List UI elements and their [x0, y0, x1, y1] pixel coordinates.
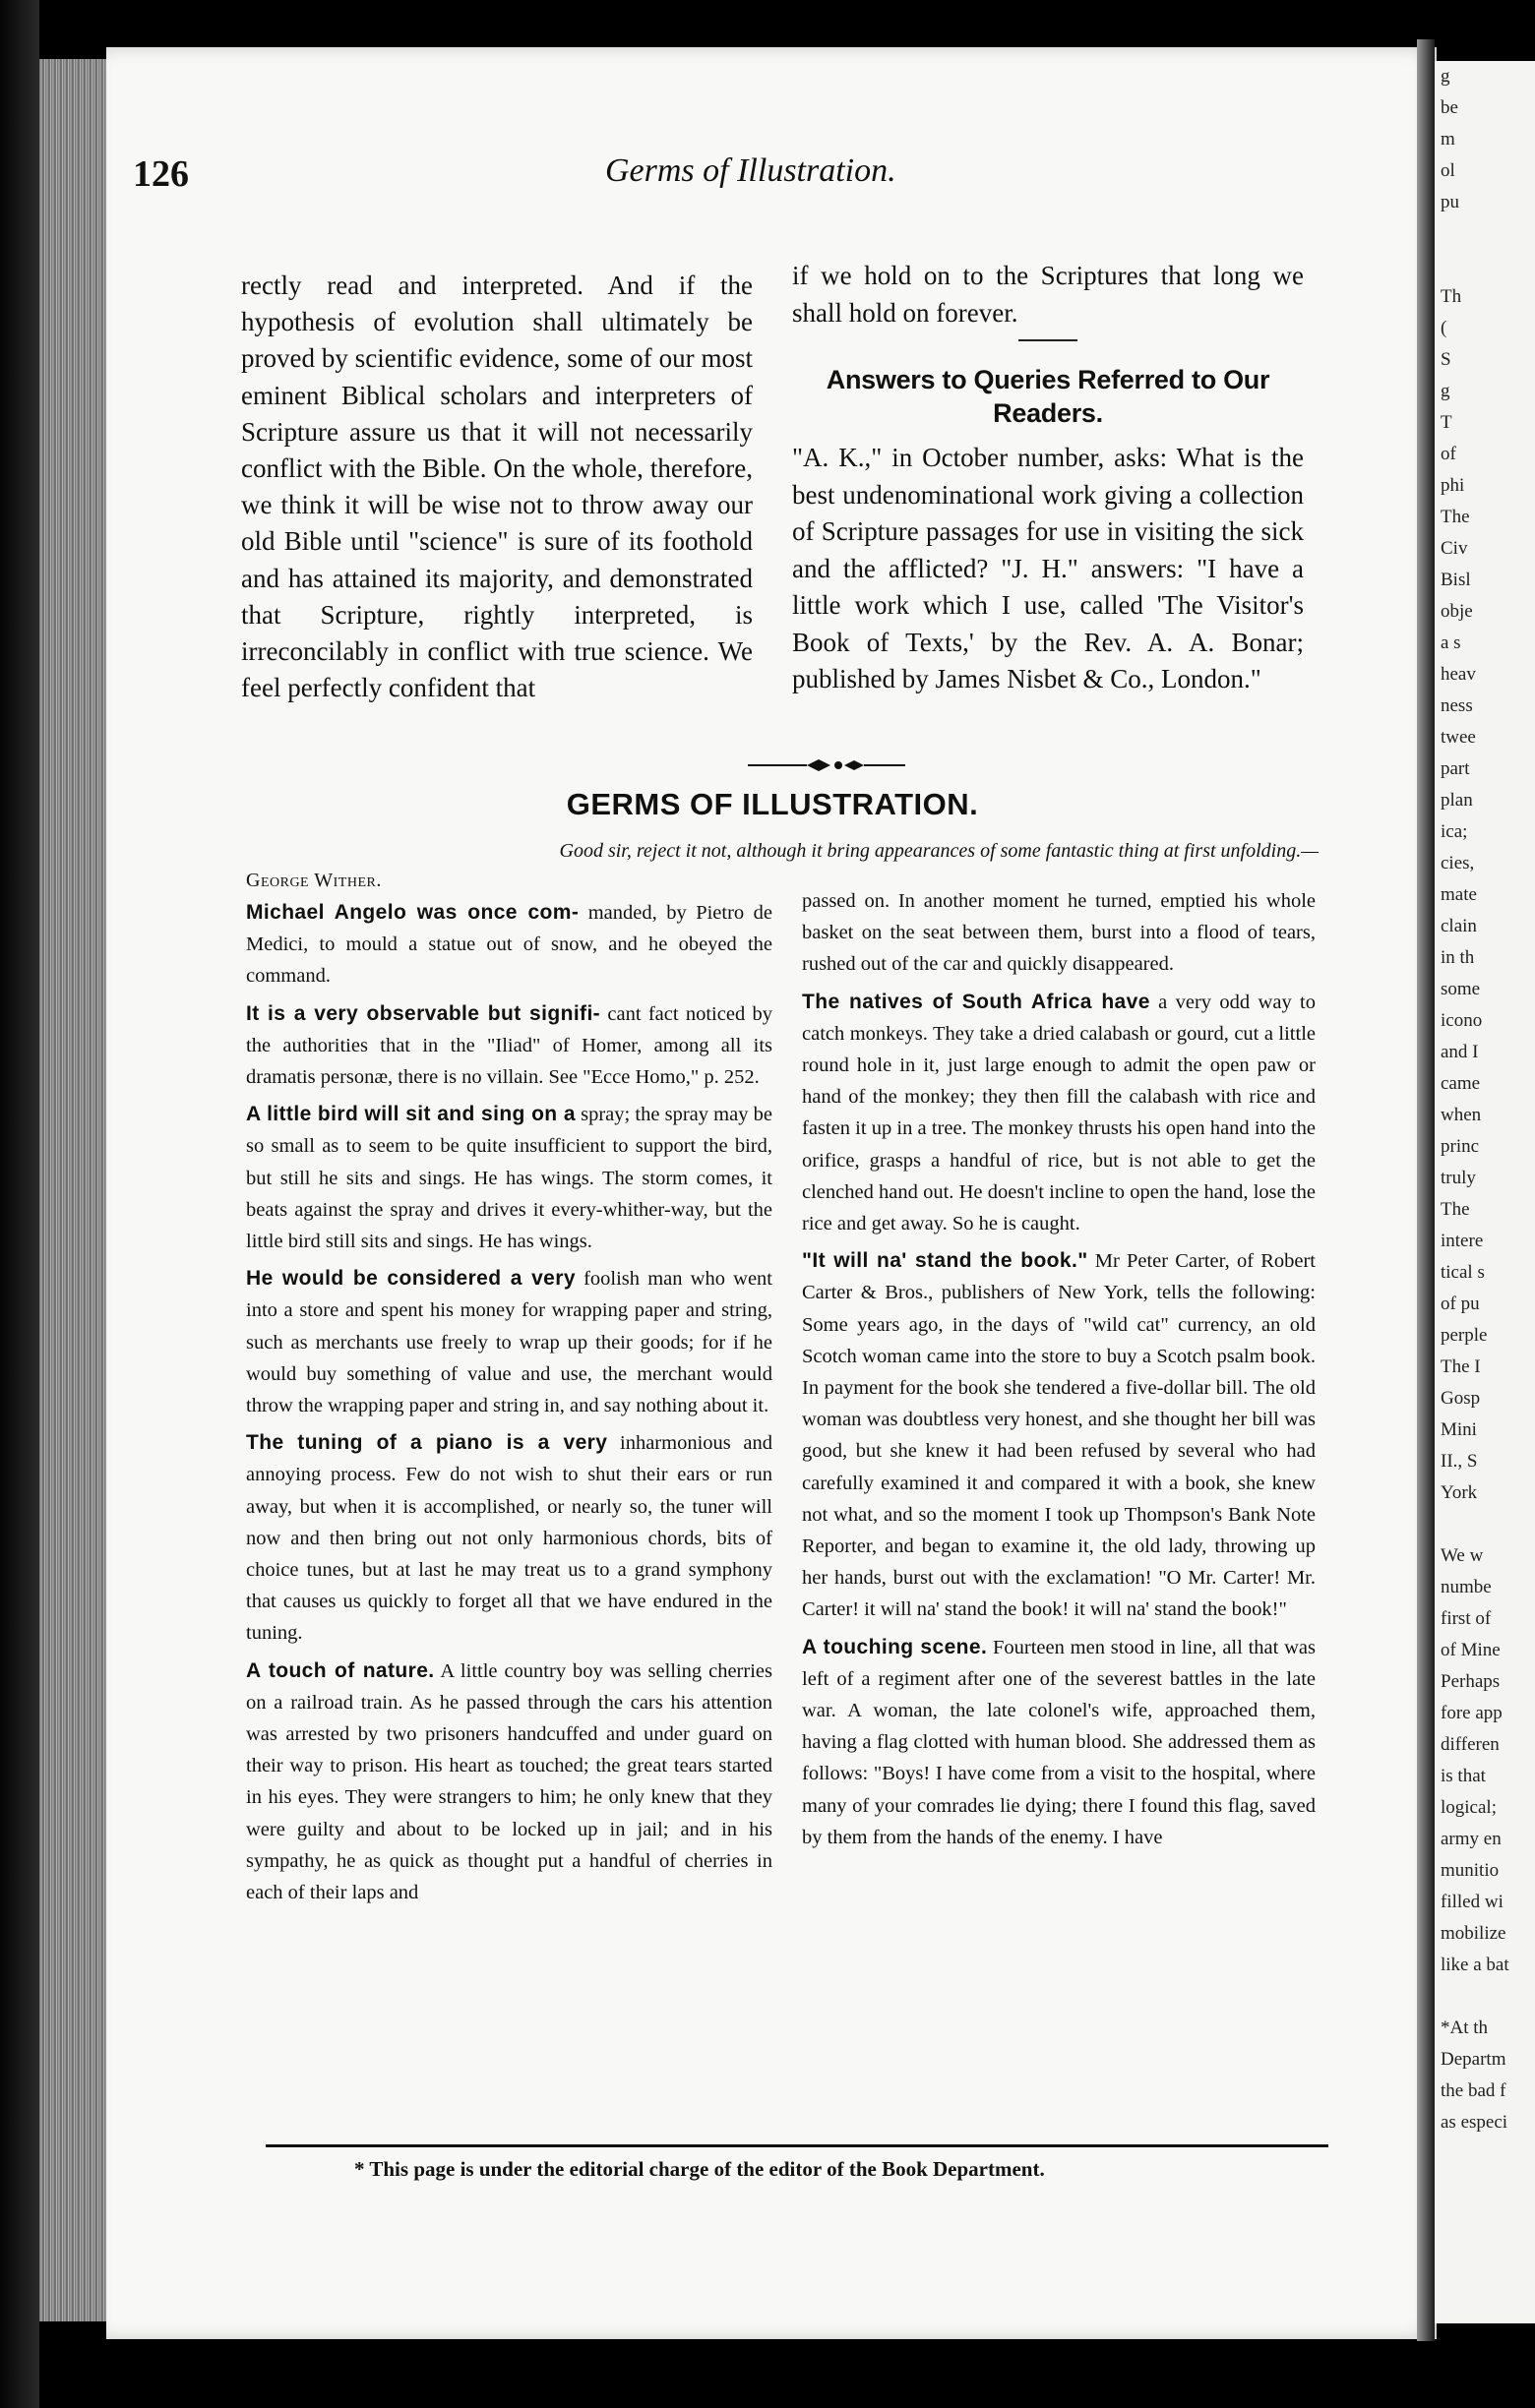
facing-page-line: came: [1441, 1073, 1481, 1094]
facing-page-line: some: [1441, 979, 1481, 999]
ornament-divider: [708, 755, 945, 775]
facing-page-line: cies,: [1441, 853, 1475, 873]
facing-page-line: The: [1441, 507, 1470, 527]
facing-page-line: truly: [1441, 1168, 1476, 1188]
illustration-entry: [246, 1099, 772, 1257]
entry-lead: It is a very observable but signifi-: [246, 1001, 601, 1025]
facing-page-line: perple: [1441, 1325, 1488, 1346]
entry-lead: "It will na' stand the book.": [802, 1249, 1088, 1273]
facing-page-line: g: [1441, 381, 1450, 401]
entry-text: manded, by Pietro de Medici, to mould a statue out of snow, and he obeyed the command.: [246, 902, 773, 988]
facing-page-line: princ: [1441, 1136, 1480, 1157]
entry-lead: A little bird will sit and sing on a: [246, 1103, 576, 1126]
answers-text: "A. K.," in October number, asks: What is the best undenominational work giving a collection of Scripture passages for use in visiting the sick and the afflicted? "J. H." answers: "I have a little work which I use, called 'The Visitor's Book of Texts,' by the Rev. A. A. Bonar; published by James Nisbet & Co., London.": [792, 443, 1304, 693]
facing-page-line: obje: [1441, 601, 1473, 622]
entry-lead: The natives of South Africa have: [802, 990, 1150, 1013]
entry-text: a very odd way to catch monkeys. They take a dried calabash or gourd, cut a little round hole in it, just large enough to admit the open paw or hand of the monkey; they then fill the calabash with rice and fasten it up in a tree. The monkey thrusts his open hand into the orifice, grasps a handful of rice, but is not able to get the clenched hand out. He doesn't incline to open the hand, lose the rice and get away. So he is caught.: [802, 991, 1317, 1235]
entry-text: passed on. In another moment he turned, emptied his whole basket on the seat between them, burst into a flood of tears, rushed out of the car and quickly disappeared.: [802, 890, 1316, 976]
facing-page-line: *At th: [1441, 2017, 1489, 2038]
forever-paragraph: if we hold on to the Scriptures that long we shall hold on forever.: [792, 261, 1304, 328]
facing-page-line: twee: [1441, 727, 1476, 748]
illustration-entry: [246, 998, 772, 1094]
facing-page-line: The: [1441, 1199, 1470, 1220]
epigraph-quote: Good sir, reject it not, although it bring appearances of some fantastic thing at first unfolding.—: [559, 840, 1319, 862]
entry-lead: A touch of nature.: [246, 1658, 435, 1682]
illustration-entry: [246, 1427, 772, 1649]
facing-page-line: icono: [1441, 1010, 1483, 1031]
facing-page-line: York: [1441, 1482, 1478, 1503]
facing-page-line: pu: [1441, 192, 1459, 212]
facing-page-line: mobilize: [1441, 1923, 1506, 1944]
facing-page-line: part: [1441, 758, 1470, 779]
facing-page-line: numbe: [1441, 1577, 1492, 1597]
facing-page-line: and I: [1441, 1042, 1479, 1062]
facing-page-line: Bisl: [1441, 570, 1471, 590]
facing-page-line: [1435, 250, 1535, 281]
illustration-entry: [246, 1263, 772, 1421]
page-number: 126: [133, 153, 189, 195]
facing-page-line: filled wi: [1441, 1892, 1504, 1912]
facing-page-line: mate: [1441, 884, 1477, 905]
facing-page-line: in th: [1441, 947, 1475, 968]
facing-page-fragment: [1435, 61, 1535, 2323]
facing-page-line: S: [1441, 349, 1451, 370]
facing-page-line: (: [1441, 318, 1447, 338]
illustrations-left-column: [246, 897, 772, 1914]
section-title: GERMS OF ILLUSTRATION.: [566, 787, 979, 821]
facing-page-line: T: [1441, 412, 1452, 433]
entry-lead: Michael Angelo was once com-: [246, 901, 580, 924]
facing-page-line: tical s: [1441, 1262, 1485, 1283]
facing-page-line: [1435, 1509, 1535, 1540]
facing-page-line: when: [1441, 1105, 1482, 1125]
entry-text: inharmonious and annoying process. Few do not wish to shut their ears or run away, but when it is accomplished, or nearly so, the tuner will now and then bring out not only harmonious chords, bits of choice tunes, but at last he may treat us to a grand symphony that causes us quickly to forget all that we have endured in the tuning.: [246, 1432, 772, 1645]
facing-page-line: of: [1441, 444, 1456, 464]
facing-page-line: like a bat: [1441, 1955, 1509, 1975]
short-rule: [1018, 339, 1077, 341]
illustration-entry: [246, 1656, 772, 1909]
page-stack-edges: [39, 59, 108, 2321]
facing-page-line: Mini: [1441, 1419, 1477, 1440]
facing-page-line: a s: [1441, 632, 1461, 653]
answers-heading: Answers to Queries Referred to Our Readers.: [826, 365, 1270, 428]
illustrations-right-column: [802, 885, 1316, 1859]
facing-page-line: of pu: [1441, 1294, 1480, 1314]
facing-page-line: intere: [1441, 1231, 1484, 1251]
facing-page-line: m: [1441, 129, 1455, 150]
running-title: Germs of Illustration.: [605, 152, 896, 189]
entry-text: foolish man who went into a store and spent his money for wrapping paper and string, such as merchants use freely to wrap up their goods; for if he would buy something of value and use, the merchant would throw the wrapping paper and string in, and say nothing about it.: [246, 1268, 772, 1417]
top-right-column: [792, 258, 1304, 698]
facing-page-line: Civ: [1441, 538, 1468, 559]
illustration-entry: [802, 1632, 1316, 1853]
facing-page-line: differen: [1441, 1734, 1500, 1755]
facing-page-line: as especi: [1441, 2112, 1508, 2133]
facing-page-line: ol: [1441, 160, 1455, 181]
footnote-rule: [266, 2144, 1328, 2147]
facing-page-line: clain: [1441, 916, 1477, 936]
entry-text: A little country boy was selling cherries on a railroad train. As he passed through the cars his attention was arrested by two prisoners handcuffed and under guard on their way to prison. His heart as touched; the great tears started in his eyes. They were strangers to him; he only knew that they were guilty and about to be locked up in jail; and in his sympathy, he as quick as thought put a handful of cherries in each of their laps and: [246, 1659, 772, 1904]
entry-text: Mr Peter Carter, of Robert Carter & Bros., publishers of New York, tells the following: Some years ago, in the days of "wild cat" currency, an old Scotch woman came into the store to buy a Scotch psalm book. In payment for the book she tendered a five-dollar bill. The old woman was doubtless very honest, and she thought her bill was good, but she knew it had been refused by several who had carefully examined it and compared it with a book, she knew not what, and so the moment I took up Thompson's Bank Note Reporter, and began to examine it, the old lady, throwing up her hands, burst out with the exclamation! "O Mr. Carter! Mr. Carter! it will na' stand the book! it will na' stand the book!": [802, 1250, 1316, 1621]
facing-page-line: first of: [1441, 1608, 1492, 1629]
facing-page-line: [1435, 218, 1535, 250]
facing-page-line: Departm: [1441, 2049, 1506, 2070]
facing-page-line: phi: [1441, 475, 1465, 496]
illustration-entry: [802, 885, 1316, 981]
facing-page-line: The I: [1441, 1356, 1481, 1377]
facing-page-line: II., S: [1441, 1451, 1478, 1472]
footnote: * This page is under the editorial charge of the editor of the Book Department.: [354, 2157, 1045, 2181]
entry-text: cant fact noticed by the authorities that in the "Iliad" of Homer, among all its dramatis personæ, there is no villain. See "Ecce Homo," p. 252.: [246, 1002, 773, 1089]
facing-page-line: is that: [1441, 1766, 1486, 1786]
facing-page-line: army en: [1441, 1829, 1502, 1849]
facing-page-line: plan: [1441, 790, 1473, 811]
facing-page-line: the bad f: [1441, 2080, 1506, 2101]
illustration-entry: [802, 987, 1316, 1240]
facing-page-line: g: [1441, 66, 1450, 87]
evolution-paragraph: rectly read and interpreted. And if the hypothesis of evolution shall ultimately be proved by scientific evidence, some of our most eminent Biblical scholars and interpreters of Scripture assure us that it will not necessarily conflict with the Bible. On the whole, therefore, we think it will be wise not to throw away our old Bible until "science" is sure of its foothold and has attained its majority, and demonstrated that Scripture, rightly interpreted, is irreconcilably in conflict with true science. We feel perfectly confident that: [241, 271, 753, 703]
facing-page-line: fore app: [1441, 1703, 1503, 1723]
book-gutter: [1417, 39, 1435, 2341]
facing-page-line: We w: [1441, 1545, 1484, 1566]
facing-page-line: munitio: [1441, 1860, 1500, 1881]
facing-page-line: ica;: [1441, 821, 1468, 842]
facing-page-line: of Mine: [1441, 1640, 1501, 1660]
facing-page-line: [1435, 1981, 1535, 2013]
top-left-column: [241, 268, 753, 706]
entry-lead: He would be considered a very: [246, 1267, 576, 1291]
facing-page-line: logical;: [1441, 1797, 1497, 1818]
facing-page-line: ness: [1441, 695, 1473, 716]
entry-lead: A touching scene.: [802, 1635, 988, 1658]
page-header: [133, 152, 1333, 211]
scan-edge: [0, 0, 39, 2408]
entry-lead: The tuning of a piano is a very: [246, 1431, 608, 1455]
facing-page-line: Th: [1441, 286, 1462, 307]
illustration-entry: [802, 1245, 1316, 1625]
entry-text: spray; the spray may be so small as to seem to be quite insufficient to support the bird, but still he sits and sings. He has wings. The storm comes, it beats against the spray and drives it every-whither-way, but the little bird still sits and sings. He has wings.: [246, 1104, 772, 1253]
epigraph-author: George Wither.: [246, 870, 382, 891]
facing-page-line: be: [1441, 97, 1458, 118]
facing-page-line: Gosp: [1441, 1388, 1481, 1409]
facing-page-line: Perhaps: [1441, 1671, 1501, 1692]
illustration-entry: [246, 897, 772, 993]
entry-text: Fourteen men stood in line, all that was left of a regiment after one of the severest battles in the late war. A woman, the late colonel's wife, approached them, having a flag clotted with human blood. She addressed them as follows: "Boys! I have come from a visit to the hospital, where many of your comrades lie dying; there I found this flag, saved by them from the hands of the enemy. I have: [802, 1636, 1317, 1848]
facing-page-line: heav: [1441, 664, 1476, 685]
